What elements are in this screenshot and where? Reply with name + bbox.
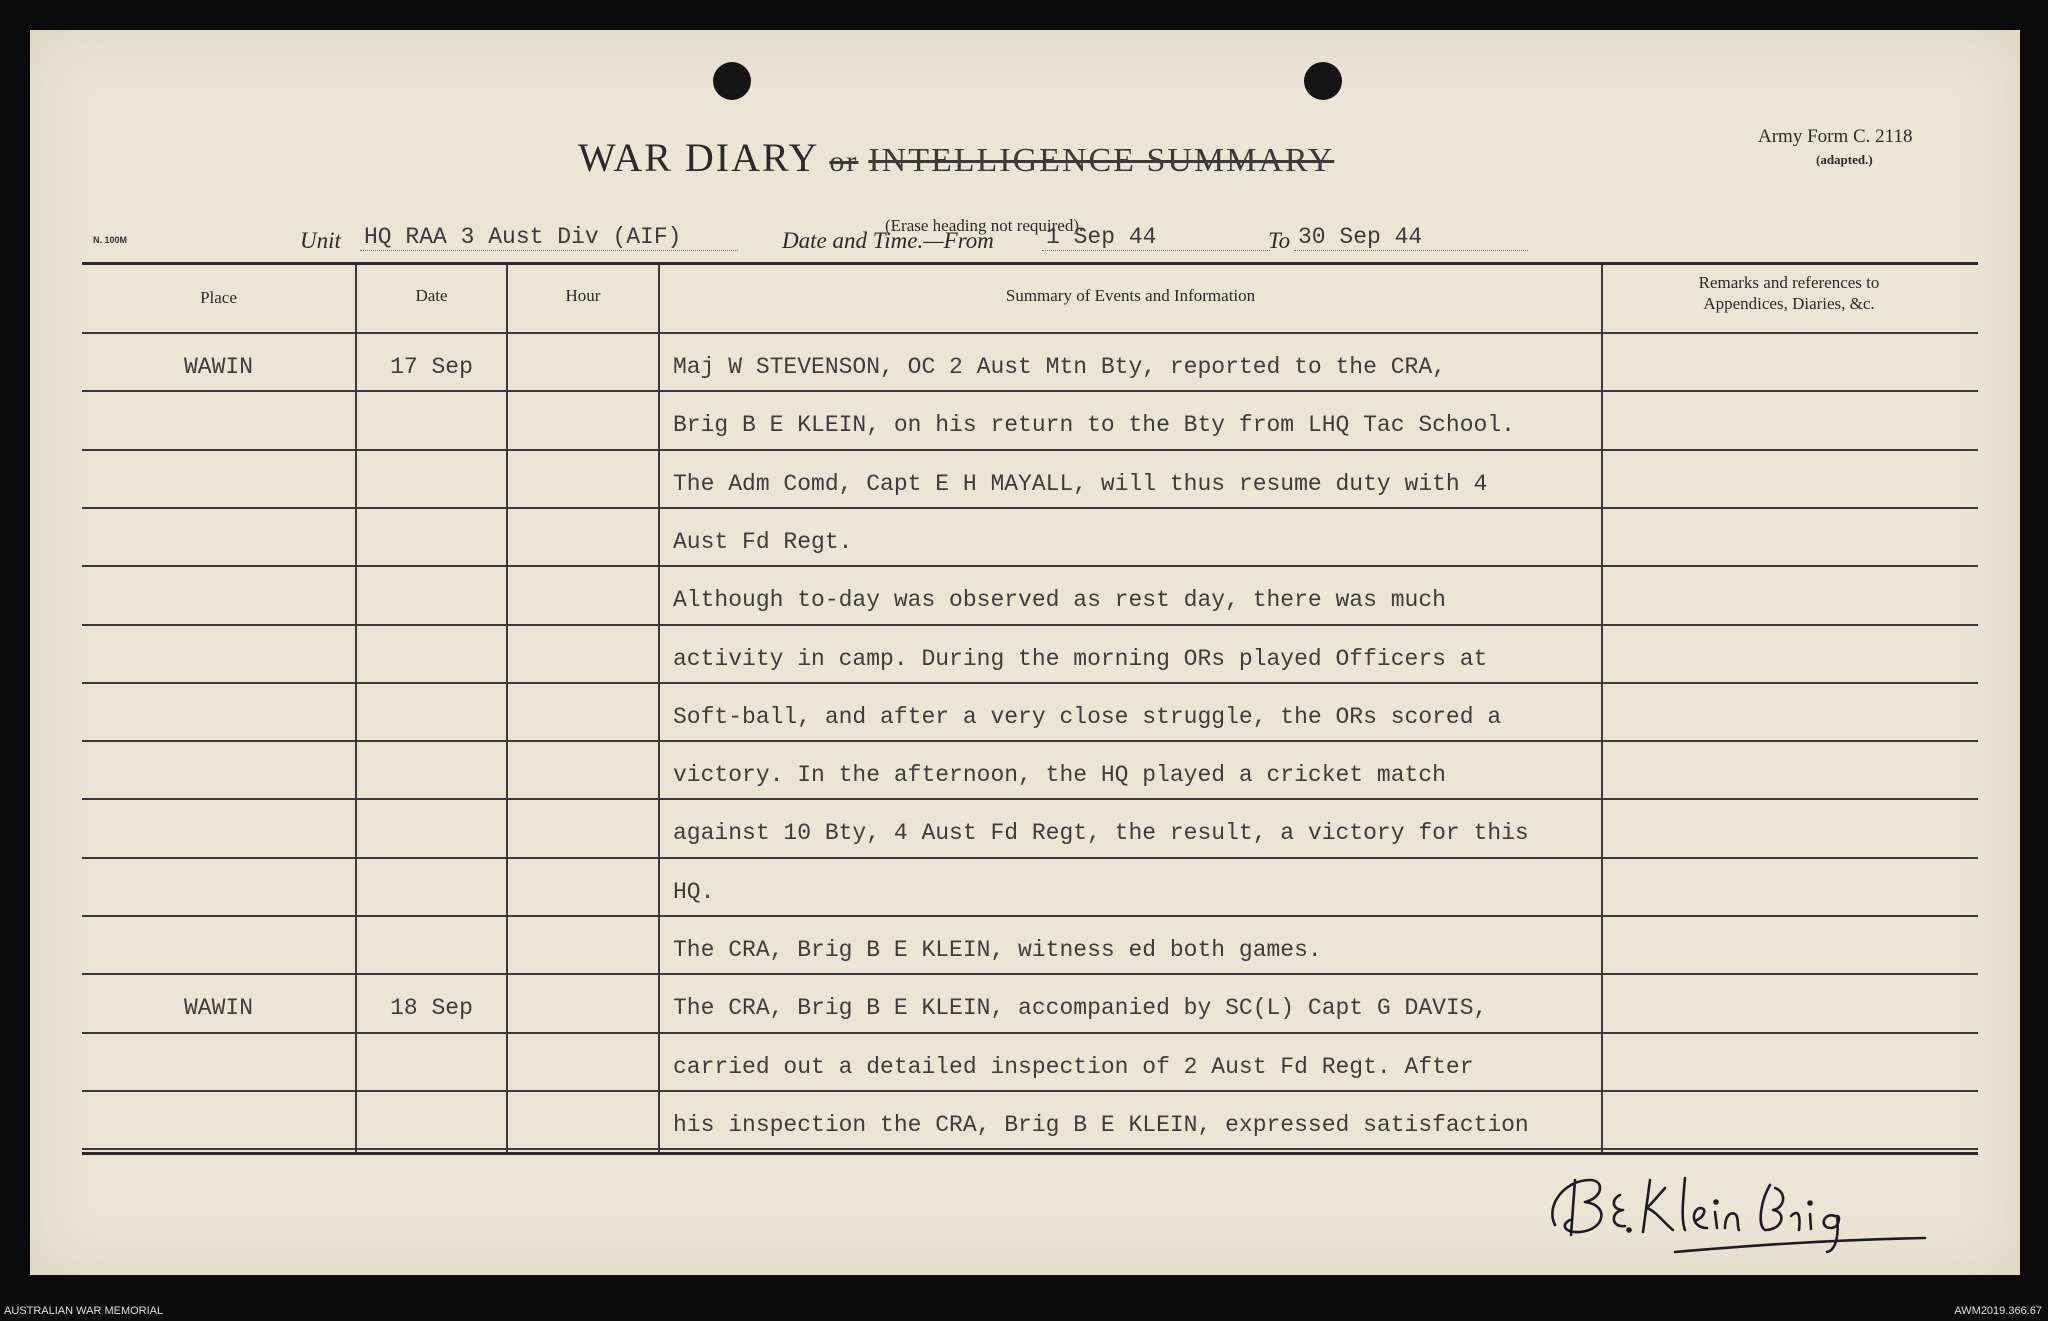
row-rule — [82, 740, 1978, 742]
row-rule — [82, 915, 1978, 917]
cell-summary: his inspection the CRA, Brig B E KLEIN, expressed satisfaction — [673, 1111, 1529, 1138]
row-rule — [82, 857, 1978, 859]
column-header-summary: Summary of Events and Information — [1005, 286, 1256, 305]
signature — [1525, 1150, 1945, 1265]
footer-accession-number: AWM2019.366.67 — [1954, 1305, 2042, 1317]
unit-label: Unit — [300, 228, 341, 253]
footer-source: AUSTRALIAN WAR MEMORIAL — [4, 1305, 164, 1317]
row-rule — [82, 507, 1978, 509]
form-code: N. 100M — [93, 235, 128, 245]
column-divider — [506, 265, 508, 1152]
army-form-number: Army Form C. 2118 — [1758, 126, 1913, 147]
row-rule — [82, 1032, 1978, 1034]
cell-summary: Soft-ball, and after a very close struggle, the ORs scored a — [673, 703, 1502, 730]
date-from-value: 1 Sep 44 — [1042, 224, 1270, 251]
row-rule — [82, 682, 1978, 684]
cell-summary: Aust Fd Regt. — [673, 528, 853, 555]
date-to-value: 30 Sep 44 — [1294, 224, 1528, 251]
row-rule — [82, 449, 1978, 451]
cell-place: WAWIN — [183, 354, 253, 380]
column-header-remarks — [1603, 272, 1975, 314]
army-form-adapted: (adapted.) — [1816, 152, 1873, 167]
cell-date: 18 Sep — [390, 995, 473, 1022]
column-divider — [1601, 265, 1603, 1152]
cell-summary: Although to-day was observed as rest day, there was much — [673, 587, 1446, 614]
column-header-date: Date — [415, 286, 448, 305]
cell-summary: against 10 Bty, 4 Aust Fd Regt, the result, a victory for this — [673, 820, 1529, 847]
title-intelligence-summary: INTELLIGENCE SUMMARY — [868, 142, 1335, 179]
title-war-diary: WAR DIARY — [578, 135, 820, 180]
date-to-label: To — [1268, 228, 1291, 253]
diary-sheet — [30, 30, 2020, 1275]
unit-value: HQ RAA 3 Aust Div (AIF) — [360, 224, 738, 251]
row-rule — [82, 624, 1978, 626]
cell-place: WAWIN — [183, 995, 253, 1022]
cell-summary: carried out a detailed inspection of 2 Aust Fd Regt. After — [673, 1053, 1474, 1080]
cell-summary: activity in camp. During the morning ORs played Officers at — [673, 645, 1488, 672]
cell-summary: HQ. — [673, 878, 715, 905]
punch-hole-right — [1304, 62, 1342, 100]
row-rule — [82, 798, 1978, 800]
column-divider — [658, 265, 660, 1152]
punch-hole-left — [713, 62, 751, 100]
cell-summary: The Adm Comd, Capt E H MAYALL, will thus resume duty with 4 — [673, 470, 1488, 497]
row-rule — [82, 332, 1978, 334]
column-header-hour: Hour — [565, 286, 601, 305]
row-rule — [82, 1090, 1978, 1092]
row-rule — [82, 973, 1978, 975]
row-rule — [82, 565, 1978, 567]
cell-summary: victory. In the afternoon, the HQ played a cricket match — [673, 762, 1446, 789]
cell-date: 17 Sep — [390, 354, 473, 380]
erase-note: (Erase heading not required). — [885, 216, 1084, 235]
handwritten-signature — [1525, 1150, 1945, 1260]
table-top-rule — [82, 262, 1978, 265]
row-rule — [82, 390, 1978, 392]
title-or: or — [829, 145, 859, 178]
cell-summary: Brig B E KLEIN, on his return to the Bty from LHQ Tac School. — [673, 412, 1515, 439]
remarks-header-line1: Remarks and references to — [1698, 273, 1880, 292]
remarks-header-line2: Appendices, Diaries, &c. — [1703, 294, 1875, 313]
form-title — [578, 134, 1334, 181]
cell-summary: The CRA, Brig B E KLEIN, witness ed both games. — [673, 937, 1322, 963]
cell-summary: Maj W STEVENSON, OC 2 Aust Mtn Bty, reported to the CRA, — [673, 354, 1446, 380]
column-header-place: Place — [200, 288, 237, 307]
cell-summary: The CRA, Brig B E KLEIN, accompanied by SC(L) Capt G DAVIS, — [673, 995, 1488, 1022]
date-time-label: Date and Time.—From — [782, 228, 994, 253]
